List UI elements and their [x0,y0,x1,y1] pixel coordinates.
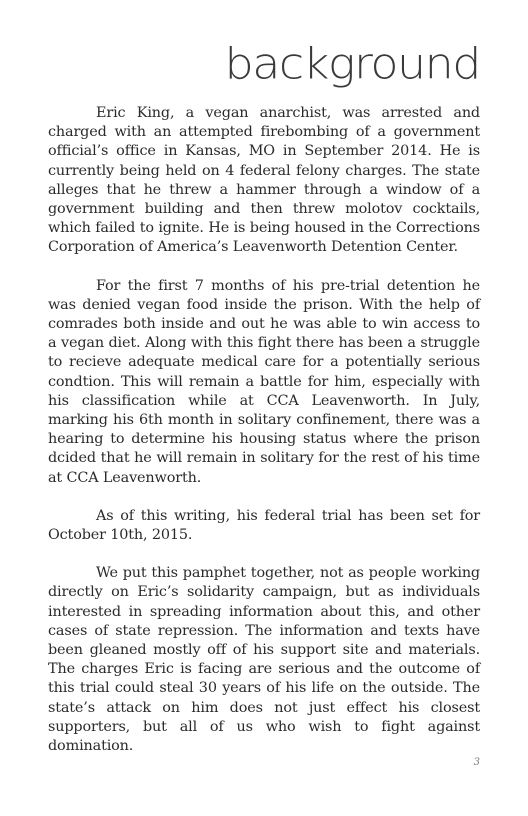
paragraph-detention: For the first 7 months of his pre-trial detention he was denied vegan food inside the prison. With the help of comrades both inside and out he was able to win access to a vegan diet. Along with this fight there has been a struggle to recieve adequate medical care for a potentially serious condtion. This will remain a battle for him, especially with his classification while at CCA Leavenworth. In July, marking his 6th month in solitary confinement, there was a hearing to determine his housing status where the prison dcided that he will remain in solitary for the rest of his time at CCA Leavenworth. [48,277,480,486]
page-number: 3 [473,757,480,768]
section-heading: background [224,38,480,89]
body-text [48,104,480,775]
paragraph-arrest: Eric King, a vegan anarchist, was arrested and charged with an attempted firebombing of a government official’s office in Kansas, MO in September 2014. He is currently being held on 4 federal felony charges. The state alleges that he threw a hammer through a window of a government building and then threw molotov cocktails, which failed to ignite. He is being housed in the Corrections Corporation of America’s Leavenworth Detention Center. [48,105,480,256]
paragraph-purpose: We put this pamphet together, not as people working directly on Eric’s solidarity campaign, but as individuals interested in spreading information about this, and other cases of state repression. The information and texts have been gleaned mostly off of his support site and materials. The charges Eric is facing are serious and the outcome of this trial could steal 30 years of his life on the outside. The state’s attack on him does not just effect his closest supporters, but all of us who wish to fight against domination. [48,565,480,755]
paragraph-trial-date: As of this writing, his federal trial has been set for October 10th, 2015. [48,507,480,544]
